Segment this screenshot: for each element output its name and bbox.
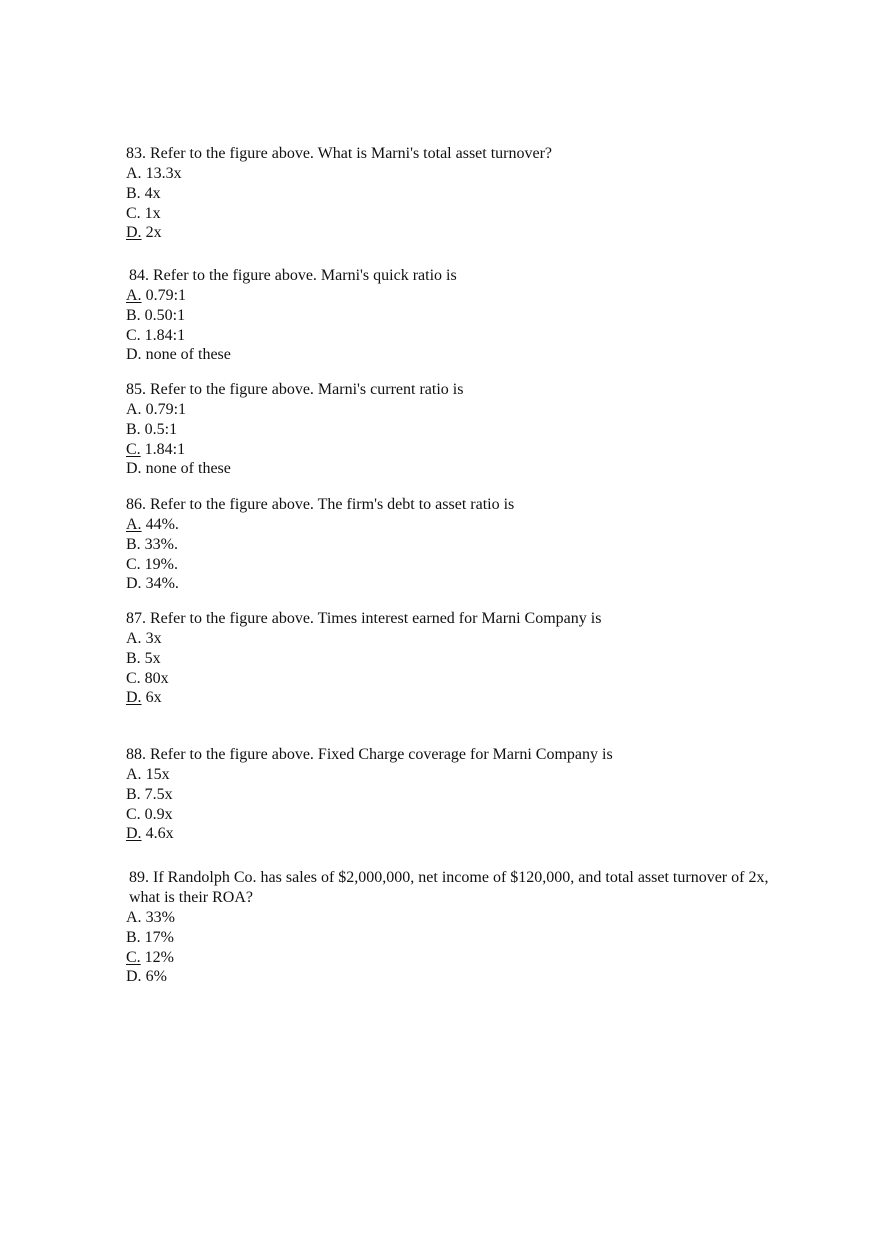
- option-letter: C.: [126, 326, 141, 344]
- option-text: 1.84:1: [144, 326, 186, 344]
- option-letter-correct: C.: [126, 948, 141, 966]
- question-89: [126, 868, 786, 987]
- option-text: 6%: [145, 968, 167, 986]
- option-letter: A.: [126, 165, 142, 182]
- option-text: 5x: [144, 649, 161, 667]
- option-text: 13.3x: [145, 165, 182, 182]
- option-text: 1x: [144, 204, 161, 222]
- question-stem: 83. Refer to the figure above. What is Marni's total asset turnover?: [126, 145, 553, 162]
- option-letter: D.: [126, 346, 142, 364]
- option-a: [126, 515, 806, 535]
- option-letter: C.: [126, 204, 141, 222]
- option-c: [126, 204, 806, 224]
- question-stem: 84. Refer to the figure above. Marni's quick ratio is: [129, 267, 457, 284]
- option-d: [126, 824, 806, 844]
- option-letter: A.: [126, 909, 142, 926]
- option-c: [126, 805, 806, 825]
- option-letter: C.: [126, 805, 141, 823]
- option-a: [126, 164, 806, 184]
- option-d: [126, 574, 806, 594]
- option-letter: B.: [126, 420, 141, 438]
- option-letter-correct: D.: [126, 689, 142, 707]
- option-letter-correct: D.: [126, 825, 142, 843]
- option-text: 15x: [145, 766, 170, 783]
- option-letter: C.: [126, 555, 141, 573]
- option-letter: B.: [126, 184, 141, 202]
- option-text: 80x: [144, 669, 169, 687]
- option-c: [126, 555, 806, 575]
- option-text: none of these: [145, 460, 231, 478]
- option-a: [126, 629, 806, 649]
- option-letter: D.: [126, 575, 142, 593]
- option-text: 33%.: [144, 535, 178, 553]
- option-b: [126, 785, 806, 805]
- question-86: [126, 495, 806, 594]
- question-stem: 87. Refer to the figure above. Times interest earned for Marni Company is: [126, 610, 602, 627]
- option-b: [126, 649, 806, 669]
- option-letter: B.: [126, 535, 141, 553]
- question-85: [126, 380, 806, 479]
- option-d: [126, 459, 806, 479]
- option-b: [126, 184, 806, 204]
- option-letter: A.: [126, 401, 142, 418]
- option-text: 4.6x: [145, 825, 174, 843]
- option-text: 0.5:1: [144, 420, 178, 438]
- option-text: 34%.: [145, 575, 179, 593]
- option-b: [126, 928, 786, 948]
- question-stem: 85. Refer to the figure above. Marni's current ratio is: [126, 381, 464, 398]
- option-text: 0.50:1: [144, 306, 186, 324]
- option-c: [126, 948, 786, 968]
- option-letter: D.: [126, 460, 142, 478]
- option-a: [126, 400, 806, 420]
- question-83: [126, 144, 806, 243]
- option-text: 7.5x: [144, 785, 173, 803]
- option-letter: B.: [126, 649, 141, 667]
- option-text: 19%.: [144, 555, 178, 573]
- option-text: 0.79:1: [145, 287, 187, 304]
- question-87: [126, 609, 806, 708]
- option-b: [126, 306, 806, 326]
- question-84: [126, 266, 806, 365]
- option-letter-correct: A.: [126, 287, 142, 304]
- question-stem: 89. If Randolph Co. has sales of $2,000,000, net income of $120,000, and total asset turnover of 2x, what is their ROA?: [129, 869, 769, 906]
- option-text: 2x: [145, 224, 162, 242]
- option-letter: B.: [126, 785, 141, 803]
- option-letter: A.: [126, 630, 142, 647]
- option-text: 33%: [145, 909, 175, 926]
- option-c: [126, 326, 806, 346]
- option-text: 3x: [145, 630, 162, 647]
- option-letter-correct: C.: [126, 440, 141, 458]
- option-b: [126, 420, 806, 440]
- option-d: [126, 688, 806, 708]
- option-text: none of these: [145, 346, 231, 364]
- option-d: [126, 223, 806, 243]
- option-text: 1.84:1: [144, 440, 186, 458]
- option-c: [126, 669, 806, 689]
- option-letter-correct: A.: [126, 516, 142, 533]
- option-d: [126, 345, 806, 365]
- option-b: [126, 535, 806, 555]
- option-letter: A.: [126, 766, 142, 783]
- option-text: 0.9x: [144, 805, 173, 823]
- option-text: 17%: [144, 928, 174, 946]
- question-stem: 86. Refer to the figure above. The firm's debt to asset ratio is: [126, 496, 515, 513]
- option-a: [126, 286, 806, 306]
- option-letter: B.: [126, 306, 141, 324]
- option-letter-correct: D.: [126, 224, 142, 242]
- option-text: 44%.: [145, 516, 179, 533]
- option-letter: B.: [126, 928, 141, 946]
- option-d: [126, 967, 786, 987]
- question-88: [126, 745, 806, 844]
- option-a: [126, 765, 806, 785]
- option-text: 12%: [144, 948, 174, 966]
- option-c: [126, 440, 806, 460]
- option-text: 4x: [144, 184, 161, 202]
- option-letter: D.: [126, 968, 142, 986]
- option-text: 6x: [145, 689, 162, 707]
- question-stem: 88. Refer to the figure above. Fixed Charge coverage for Marni Company is: [126, 746, 613, 763]
- option-text: 0.79:1: [145, 401, 187, 418]
- option-a: [126, 908, 786, 928]
- option-letter: C.: [126, 669, 141, 687]
